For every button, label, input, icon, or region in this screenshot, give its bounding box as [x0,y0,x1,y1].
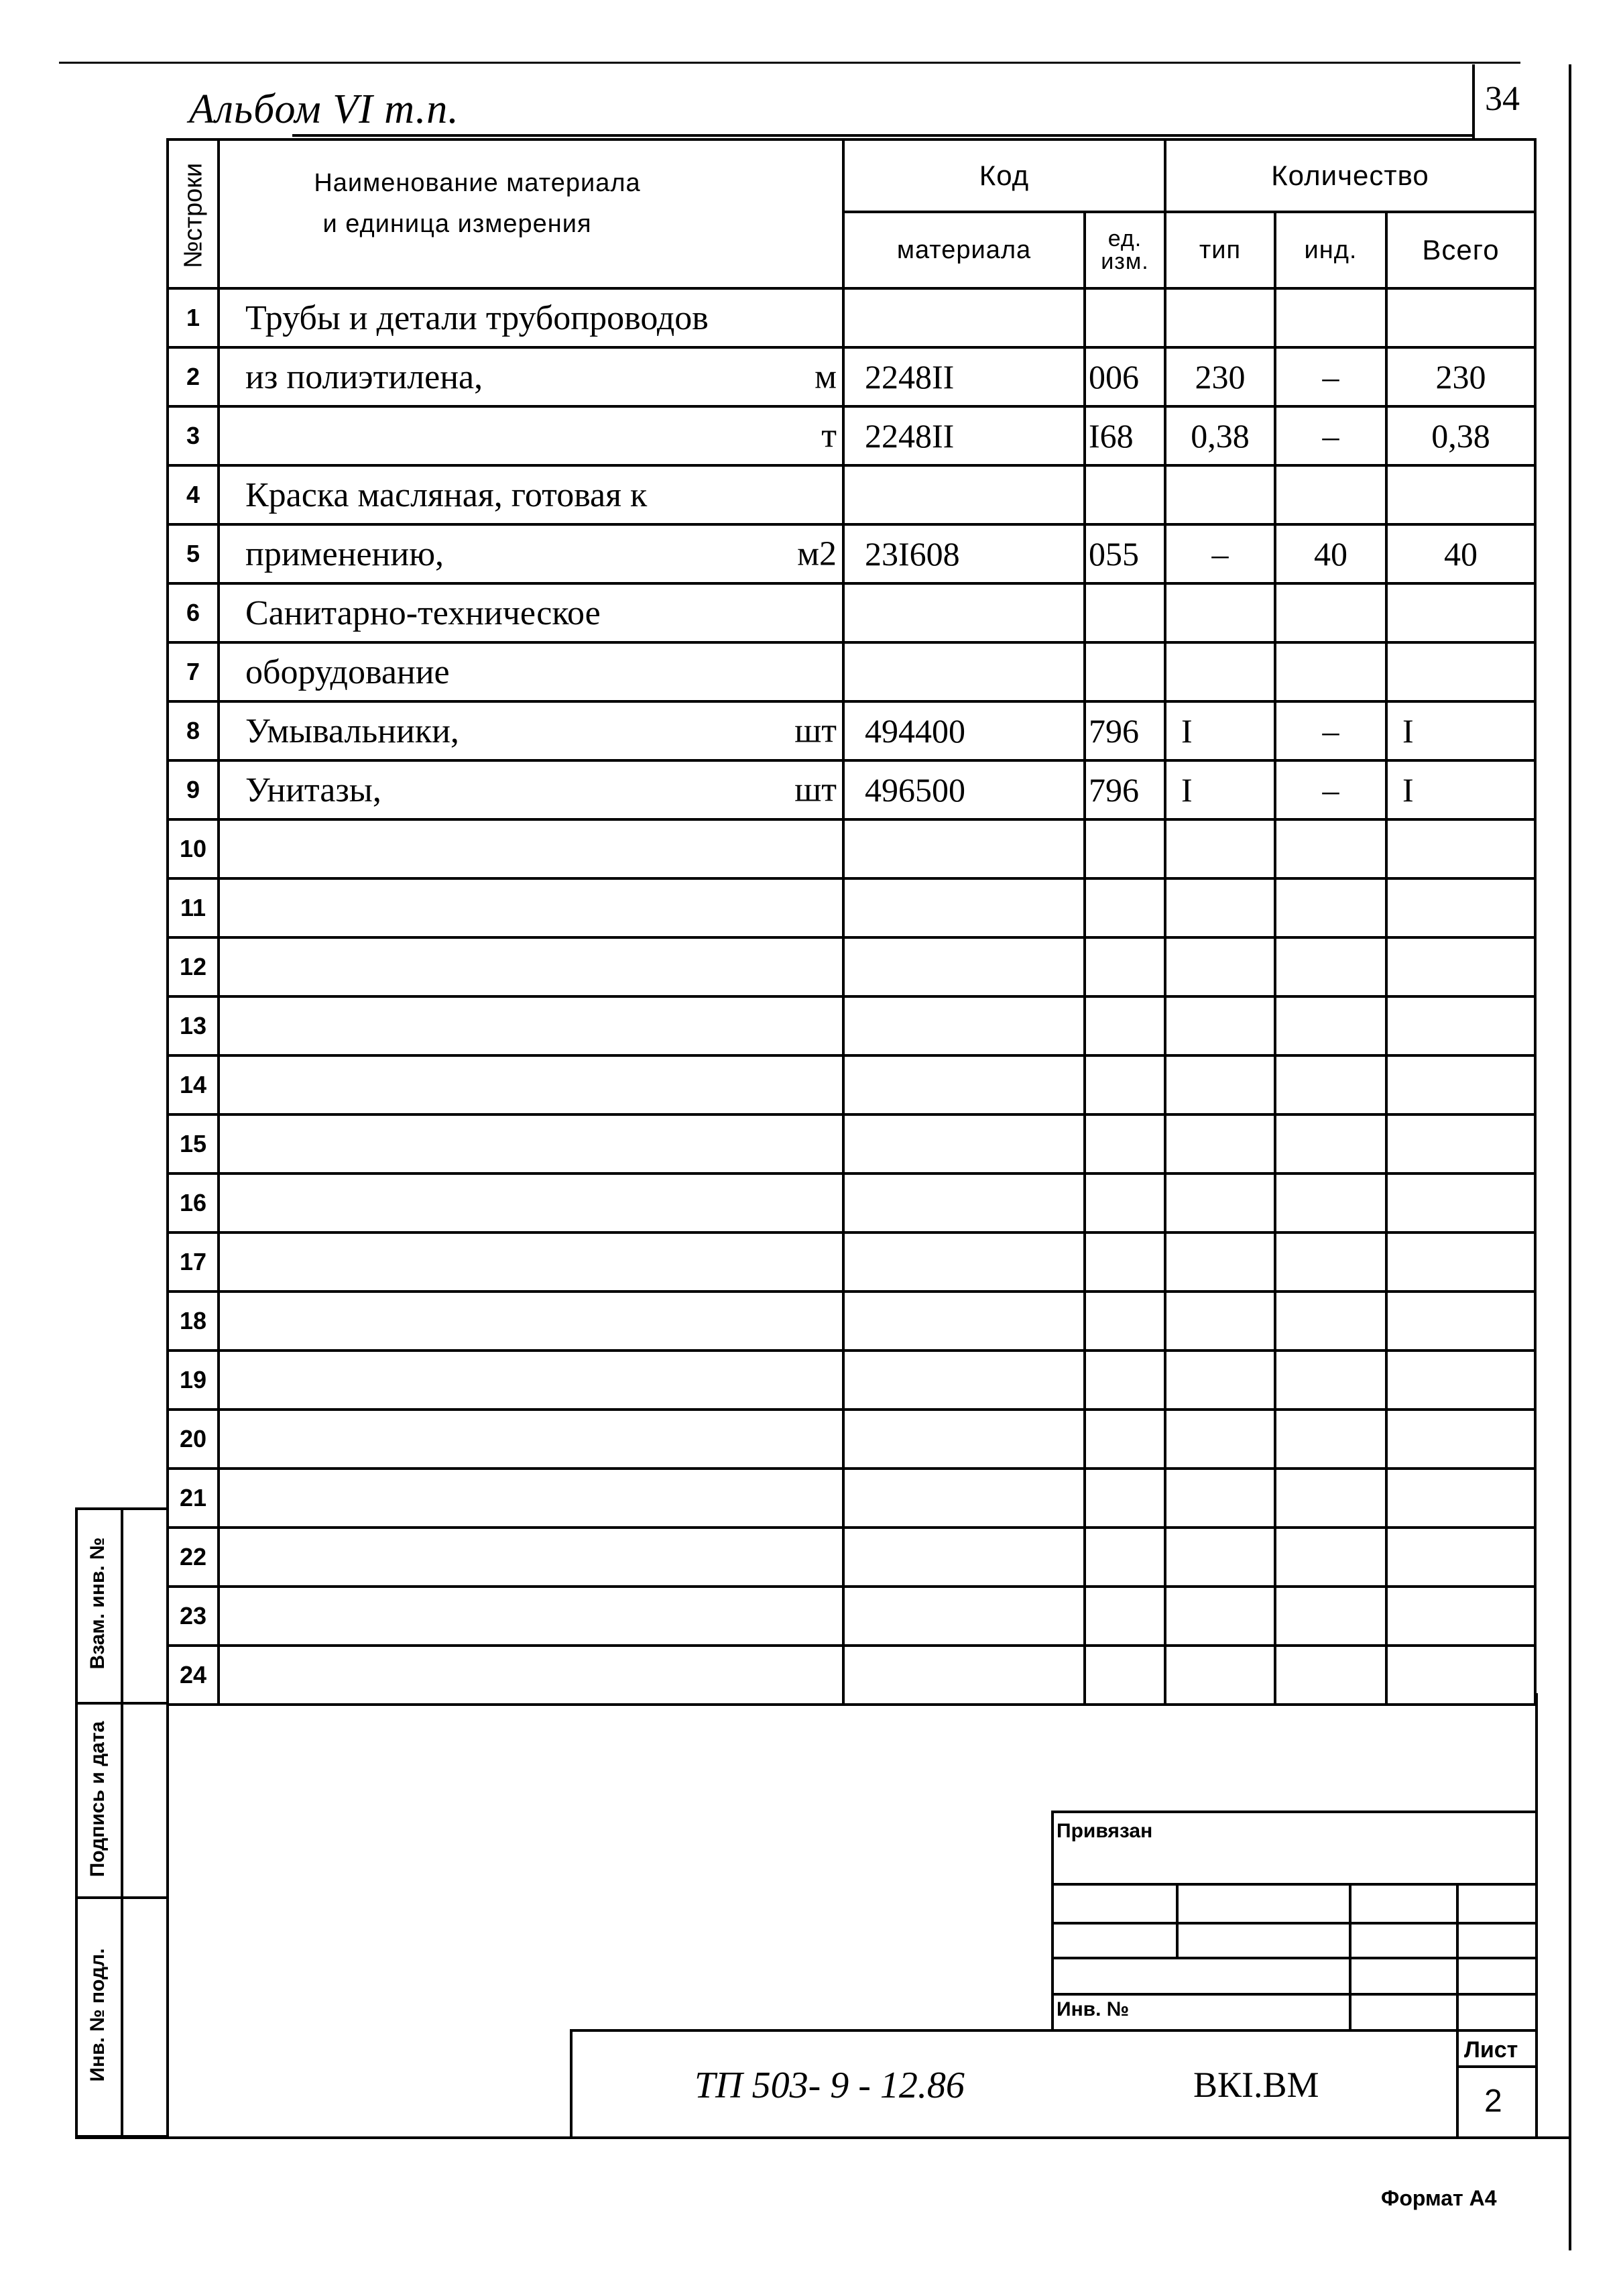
row-number: 6 [168,583,219,642]
row-number: 15 [168,1114,219,1173]
row-qty-type [1165,996,1275,1055]
row-unit-code [1085,583,1165,642]
row-qty-total [1386,1232,1535,1292]
row-qty-ind [1275,1055,1386,1114]
row-qty-total: I [1386,760,1535,819]
row-name [219,1587,843,1646]
header-code-material: материала [843,212,1085,288]
row-name [219,1528,843,1587]
row-code [843,288,1085,347]
table-row [168,347,1535,406]
row-qty-type [1165,1114,1275,1173]
row-unit: м2 [797,534,837,573]
table-row [168,819,1535,878]
row-qty-total [1386,1528,1535,1587]
row-qty-type [1165,937,1275,996]
row-code [843,937,1085,996]
row-name-text: из полиэтилена, [245,357,483,396]
row-qty-ind [1275,878,1386,937]
row-code [843,1173,1085,1232]
row-name [219,878,843,937]
row-number: 4 [168,465,219,524]
row-code [843,1410,1085,1469]
row-unit-code [1085,937,1165,996]
row-qty-ind [1275,1173,1386,1232]
row-qty-ind [1275,1410,1386,1469]
album-note-underline [292,134,1472,137]
row-unit-code [1085,1528,1165,1587]
row-name-text: применению, [245,534,444,573]
header-qty-total: Всего [1386,212,1535,288]
row-qty-type [1165,465,1275,524]
row-name [219,642,843,701]
row-number: 17 [168,1232,219,1292]
row-qty-type [1165,1587,1275,1646]
row-unit-code [1085,1351,1165,1410]
row-name [219,1410,843,1469]
row-name-text: Краска масляная, готовая к [245,475,648,514]
row-number: 14 [168,1055,219,1114]
row-code [843,583,1085,642]
row-unit: т [821,416,837,455]
row-number: 21 [168,1469,219,1528]
row-number: 9 [168,760,219,819]
table-row [168,1292,1535,1351]
sheet-number: 2 [1484,2083,1502,2119]
table-row [168,701,1535,760]
table-body [168,288,1535,1705]
top-rule [59,62,1520,64]
row-qty-type: 230 [1165,347,1275,406]
row-qty-type [1165,1232,1275,1292]
table-row [168,1055,1535,1114]
row-code: 2248II [843,406,1085,465]
row-qty-ind: – [1275,347,1386,406]
row-unit-code: 006 [1085,347,1165,406]
row-qty-type [1165,1528,1275,1587]
row-name [219,937,843,996]
page-number-box-left [1472,64,1475,138]
table-row [168,1232,1535,1292]
row-qty-type [1165,878,1275,937]
row-unit-code [1085,996,1165,1055]
row-qty-total [1386,1292,1535,1351]
row-qty-total [1386,996,1535,1055]
header-qty-ind: инд. [1275,212,1386,288]
row-qty-total [1386,1114,1535,1173]
row-name [219,819,843,878]
table-row [168,406,1535,465]
row-qty-ind [1275,583,1386,642]
album-note: Альбом VI т.п. [189,87,459,132]
row-qty-type [1165,819,1275,878]
table-row [168,1410,1535,1469]
row-qty-total [1386,288,1535,347]
row-number: 20 [168,1410,219,1469]
row-name [219,583,843,642]
row-unit-code [1085,1469,1165,1528]
row-unit-code [1085,1173,1165,1232]
row-qty-type: 0,38 [1165,406,1275,465]
row-code [843,1469,1085,1528]
sheet-label: Лист [1464,2037,1518,2063]
header-rownum: №строки [168,139,219,288]
row-qty-total [1386,819,1535,878]
row-number: 23 [168,1587,219,1646]
stamp-inv-podl: Инв. № подл. [86,1948,109,2082]
stamp-vzam-inv: Взам. инв. № [86,1537,109,1670]
format-label: Формат А4 [1381,2186,1497,2210]
table-row [168,1469,1535,1528]
row-number: 10 [168,819,219,878]
row-unit-code [1085,288,1165,347]
row-qty-ind [1275,1528,1386,1587]
doc-code: ТП 503- 9 - 12.86 [695,2065,965,2106]
header-qty-type: тип [1165,212,1275,288]
row-qty-total [1386,1351,1535,1410]
header-quantity: Количество [1165,139,1535,212]
row-unit-code: I68 [1085,406,1165,465]
row-unit-code [1085,642,1165,701]
frame-right [1569,64,1571,2250]
privyazan-label: Привязан [1057,1820,1153,1842]
row-qty-type [1165,288,1275,347]
table-row [168,1528,1535,1587]
row-name [219,1469,843,1528]
table-row [168,1587,1535,1646]
row-unit-code: 796 [1085,760,1165,819]
row-code [843,1232,1085,1292]
row-qty-ind [1275,288,1386,347]
row-qty-total [1386,937,1535,996]
row-code [843,878,1085,937]
row-number: 8 [168,701,219,760]
row-qty-ind [1275,642,1386,701]
row-qty-ind [1275,1232,1386,1292]
side-stamp [75,1507,166,2138]
row-qty-total [1386,1587,1535,1646]
row-number: 1 [168,288,219,347]
row-qty-ind: – [1275,406,1386,465]
header-name: Наименование материала и единица измерения [219,139,843,288]
row-qty-ind [1275,1351,1386,1410]
table-row [168,465,1535,524]
table-row [168,760,1535,819]
row-qty-ind [1275,996,1386,1055]
row-number: 16 [168,1173,219,1232]
row-unit: шт [794,711,837,750]
row-qty-type [1165,1410,1275,1469]
row-number: 5 [168,524,219,583]
row-qty-total: I [1386,701,1535,760]
row-qty-ind [1275,465,1386,524]
materials-table [166,138,1537,1706]
row-qty-ind [1275,1114,1386,1173]
table-row [168,1114,1535,1173]
title-main [570,2029,1538,2139]
row-number: 18 [168,1292,219,1351]
row-qty-type [1165,1173,1275,1232]
doc-mark: ВКI.ВМ [1193,2065,1319,2105]
row-number: 12 [168,937,219,996]
row-qty-total: 0,38 [1386,406,1535,465]
row-qty-type [1165,642,1275,701]
row-unit-code [1085,1114,1165,1173]
row-qty-total: 40 [1386,524,1535,583]
row-qty-ind [1275,1469,1386,1528]
row-unit: шт [794,770,837,809]
row-name-text: оборудование [245,652,450,691]
row-unit-code [1085,465,1165,524]
row-code [843,642,1085,701]
row-qty-type [1165,1351,1275,1410]
row-code: 23I608 [843,524,1085,583]
table-row [168,1646,1535,1705]
row-code [843,819,1085,878]
row-number: 7 [168,642,219,701]
row-code [843,1528,1085,1587]
row-code [843,1646,1085,1705]
row-code [843,1292,1085,1351]
table-row [168,937,1535,996]
row-qty-total [1386,1055,1535,1114]
row-number: 24 [168,1646,219,1705]
table-row [168,1351,1535,1410]
row-name [219,347,843,406]
row-qty-ind [1275,1292,1386,1351]
row-name [219,288,843,347]
row-qty-type [1165,1055,1275,1114]
row-qty-type [1165,1469,1275,1528]
row-code [843,465,1085,524]
row-qty-total [1386,1173,1535,1232]
row-name [219,701,843,760]
table-row [168,288,1535,347]
row-name-text: Санитарно-техническое [245,593,601,632]
row-qty-ind [1275,1646,1386,1705]
row-unit-code: 055 [1085,524,1165,583]
row-name [219,996,843,1055]
row-number: 11 [168,878,219,937]
table-row [168,583,1535,642]
row-code [843,996,1085,1055]
row-qty-total [1386,1646,1535,1705]
row-name [219,1646,843,1705]
row-code: 2248II [843,347,1085,406]
row-qty-total [1386,1410,1535,1469]
row-name-text: Трубы и детали трубопроводов [245,298,709,337]
row-name [219,760,843,819]
stamp-podpis-data: Подпись и дата [86,1721,109,1878]
row-name [219,1292,843,1351]
row-qty-ind [1275,1587,1386,1646]
row-unit-code [1085,1410,1165,1469]
row-qty-total [1386,583,1535,642]
row-unit-code [1085,1055,1165,1114]
header-code-unit: ед. изм. [1085,212,1165,288]
row-unit-code [1085,1587,1165,1646]
row-name-text: Умывальники, [245,711,459,750]
row-qty-total [1386,878,1535,937]
frame-left-lower [166,1693,169,2139]
row-qty-type [1165,583,1275,642]
inv-no-label: Инв. № [1057,1998,1130,2020]
row-name [219,406,843,465]
row-name [219,1232,843,1292]
row-number: 3 [168,406,219,465]
row-code [843,1351,1085,1410]
row-qty-ind [1275,937,1386,996]
row-code [843,1055,1085,1114]
table-row [168,642,1535,701]
row-qty-type: I [1165,760,1275,819]
row-qty-ind: – [1275,701,1386,760]
row-name-text: Унитазы, [245,770,381,809]
table-row [168,878,1535,937]
row-code: 494400 [843,701,1085,760]
row-qty-ind: 40 [1275,524,1386,583]
row-unit: м [815,357,837,396]
row-number: 19 [168,1351,219,1410]
row-name [219,1055,843,1114]
row-code: 496500 [843,760,1085,819]
row-unit-code: 796 [1085,701,1165,760]
row-qty-total [1386,465,1535,524]
row-unit-code [1085,1292,1165,1351]
row-unit-code [1085,1646,1165,1705]
row-code [843,1114,1085,1173]
header-code: Код [843,139,1165,212]
row-name [219,1173,843,1232]
row-number: 2 [168,347,219,406]
table-row [168,996,1535,1055]
row-qty-type: I [1165,701,1275,760]
row-unit-code [1085,819,1165,878]
row-qty-ind [1275,819,1386,878]
row-number: 13 [168,996,219,1055]
row-name [219,524,843,583]
page-number: 34 [1485,80,1520,118]
row-name [219,1351,843,1410]
row-name [219,465,843,524]
row-qty-total [1386,642,1535,701]
row-qty-type [1165,1646,1275,1705]
row-name [219,1114,843,1173]
row-unit-code [1085,1232,1165,1292]
row-unit-code [1085,878,1165,937]
row-qty-type [1165,1292,1275,1351]
row-qty-type: – [1165,524,1275,583]
table-row [168,1173,1535,1232]
row-number: 22 [168,1528,219,1587]
row-qty-total [1386,1469,1535,1528]
row-qty-ind: – [1275,760,1386,819]
table-row [168,524,1535,583]
row-code [843,1587,1085,1646]
row-qty-total: 230 [1386,347,1535,406]
